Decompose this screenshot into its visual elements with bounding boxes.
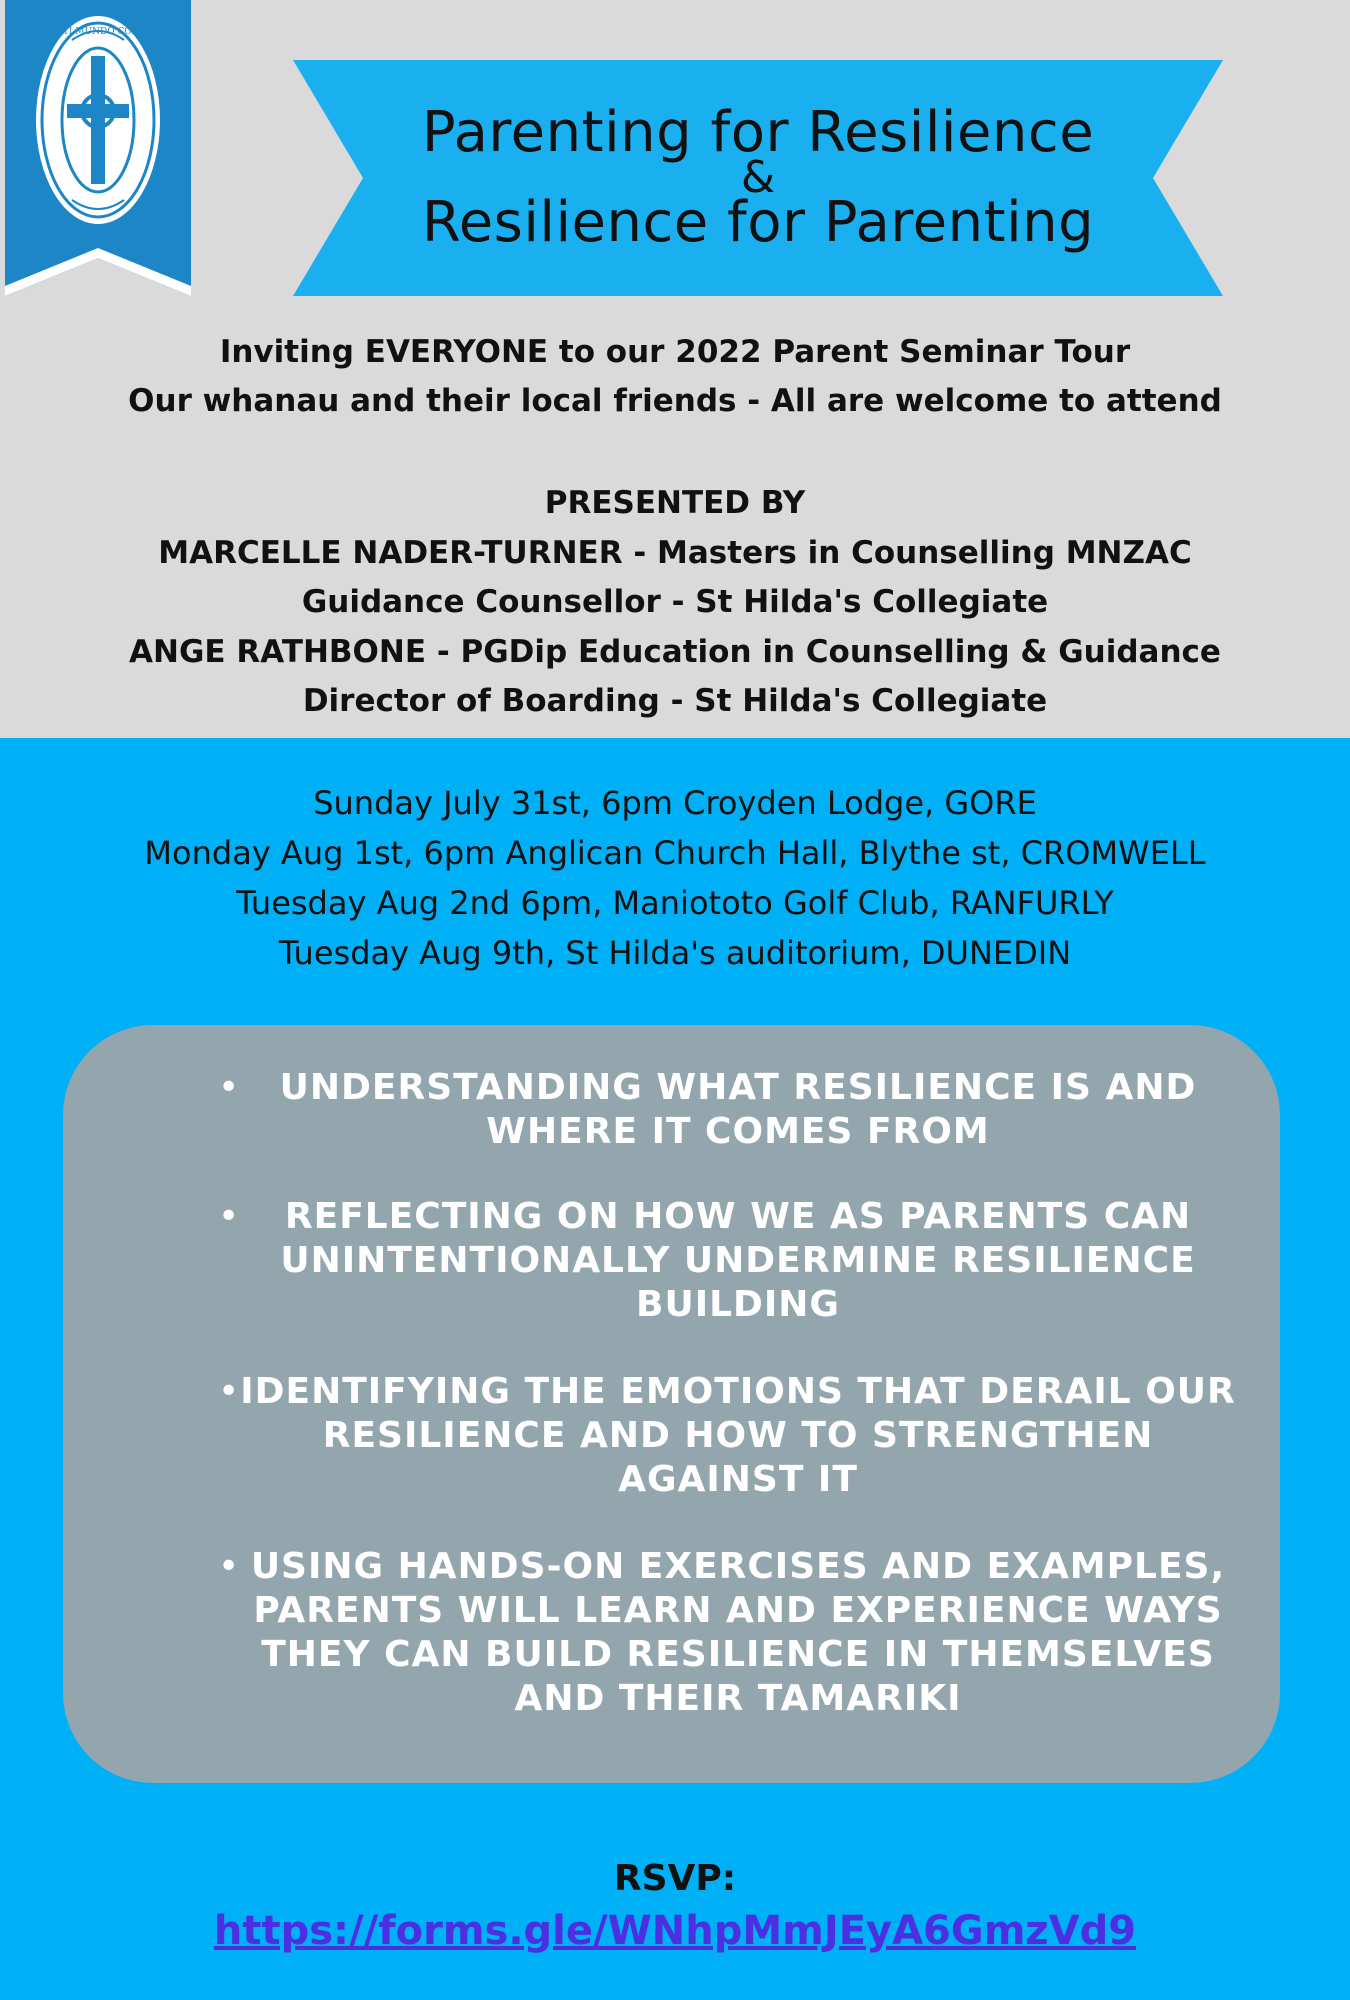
presenter-line: Director of Boarding - St Hilda's Collegiate [302, 683, 1048, 719]
bullet-icon: • [218, 1371, 240, 1412]
presenter-line: ANGE RATHBONE - PGDip Education in Counselling & Guidance [129, 633, 1221, 670]
presenters-block [0, 479, 1350, 727]
topic-item: UNDERSTANDING WHAT RESILIENCE IS AND WHERE IT COMES FROM [279, 1067, 1197, 1152]
session-item: Sunday July 31st, 6pm Croyden Lodge, GORE [313, 784, 1037, 822]
bullet-icon: • [218, 1067, 240, 1108]
title-line-1: Parenting for Resilience [421, 100, 1095, 165]
rsvp-label: RSVP: [613, 1858, 737, 1899]
intro-text [0, 328, 1350, 426]
session-item: Monday Aug 1st, 6pm Anglican Church Hall, Blythe st, CROMWELL [144, 834, 1206, 872]
bullet-icon: • [218, 1546, 240, 1587]
title-ampersand: & [740, 152, 776, 203]
crest-motto: BEATI MUNDO CORDE [43, 27, 153, 37]
rsvp-link[interactable]: https://forms.gle/WNhpMmJEyA6GmzVd9 [213, 1908, 1137, 1954]
topic-item: IDENTIFYING THE EMOTIONS THAT DERAIL OUR RESILIENCE AND HOW TO STRENGTHEN AGAINST IT [240, 1371, 1236, 1500]
topic-item: REFLECTING ON HOW WE AS PARENTS CAN UNINTENTIONALLY UNDERMINE RESILIENCE BUILDING [280, 1196, 1196, 1325]
intro-line-1: Inviting EVERYONE to our 2022 Parent Seminar Tour [219, 334, 1131, 370]
title-line-2: Resilience for Parenting [421, 190, 1095, 255]
school-crest-logo [5, 0, 191, 296]
session-item: Tuesday Aug 2nd 6pm, Maniototo Golf Club, RANFURLY [236, 884, 1114, 922]
presenters-heading: PRESENTED BY [544, 485, 806, 521]
session-item: Tuesday Aug 9th, St Hilda's auditorium, DUNEDIN [278, 934, 1072, 972]
presenter-line: MARCELLE NADER-TURNER - Masters in Counselling MNZAC [158, 534, 1192, 571]
intro-line-2: Our whanau and their local friends - All are welcome to attend [128, 383, 1222, 419]
presenter-line: Guidance Counsellor - St Hilda's Collegiate [301, 584, 1049, 620]
topics-box [63, 1025, 1280, 1783]
event-title [293, 60, 1223, 296]
topic-item: USING HANDS-ON EXERCISES AND EXAMPLES, PARENTS WILL LEARN AND EXPERIENCE WAYS THEY CAN BUILD RESILIENCE IN THEMSELVES AND THEIR TAMARIKI [250, 1546, 1226, 1719]
bullet-icon: • [218, 1196, 240, 1237]
session-list [0, 778, 1350, 978]
